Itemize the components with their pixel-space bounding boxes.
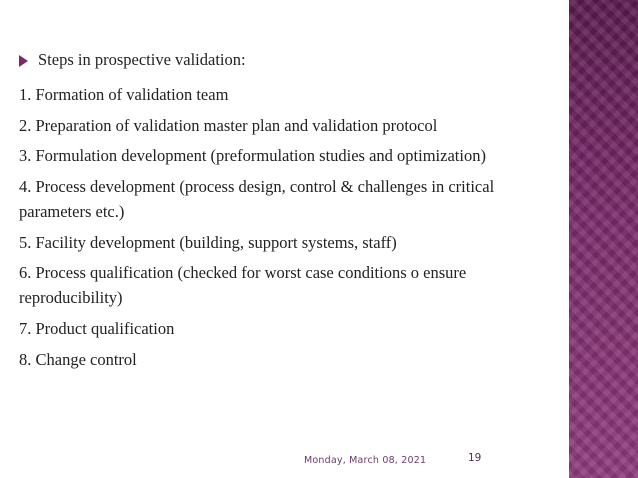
arrow-bullet-icon	[19, 55, 28, 67]
slide-content	[19, 48, 559, 378]
step-item: 7. Product qualification	[19, 318, 175, 338]
slide-heading: Steps in prospective validation:	[38, 50, 246, 69]
step-item: 8. Change control	[19, 349, 137, 369]
steps-list	[19, 83, 559, 373]
step-item: 3. Formulation development (preformulation studies and optimization)	[19, 146, 486, 166]
step-item: 1. Formation of validation team	[19, 84, 229, 104]
step-item: 2. Preparation of validation master plan and validation protocol	[19, 115, 438, 135]
heading-row	[19, 48, 559, 73]
step-item: 5. Facility development (building, support systems, staff)	[19, 232, 397, 252]
footer-date: Monday, March 08, 2021	[304, 455, 427, 466]
footer-page-number: 19	[468, 452, 482, 464]
decorative-side-panel	[569, 0, 638, 478]
step-item: 4. Process development (process design, control & challenges in critical parameters etc.)	[19, 177, 495, 221]
step-item: 6. Process qualification (checked for worst case conditions o ensure reproducibility)	[19, 263, 467, 307]
